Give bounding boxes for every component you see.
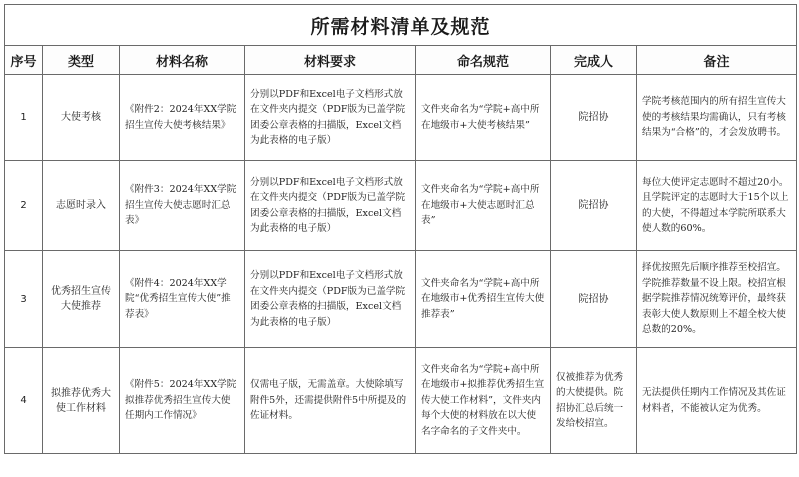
cell-owner: 仅被推荐为优秀的大使提供。院招协汇总后统一发给校招宣。 [551,348,637,454]
header-type: 类型 [43,46,120,75]
cell-index: 4 [5,348,43,454]
cell-material-name: 《附件3：2024年XX学院招生宣传大使志愿时汇总表》 [120,161,245,251]
cell-index: 1 [5,75,43,161]
cell-type: 大使考核 [43,75,120,161]
cell-naming: 文件夹命名为“学院+高中所在地级市+大使志愿时汇总表” [416,161,551,251]
cell-requirement: 分别以PDF和Excel电子文档形式放在文件夹内提交（PDF版为已盖学院团委公章表格的扫描版，Excel文档为此表格的电子版） [245,161,416,251]
cell-note: 择优按照先后顺序推荐至校招宣。学院推荐数量不设上限。校招宣根据学院推荐情况统筹评价，最终获表彰大使人数原则上不超全校大使总数的20%。 [637,251,797,348]
cell-type: 志愿时录入 [43,161,120,251]
table-row [5,161,797,251]
cell-naming: 文件夹命名为“学院+高中所在地级市+拟推荐优秀招生宣传大使工作材料”，文件夹内每个大使的材料放在以大使名字命名的子文件夹中。 [416,348,551,454]
table-row [5,251,797,348]
cell-type: 优秀招生宣传大使推荐 [43,251,120,348]
cell-note: 每位大使评定志愿时不超过20小。且学院评定的志愿时大于15个以上的大使，不得超过本学院所联系大使人数的60%。 [637,161,797,251]
header-material-name: 材料名称 [120,46,245,75]
header-naming: 命名规范 [416,46,551,75]
table-title: 所需材料清单及规范 [5,5,797,46]
table-row [5,348,797,454]
cell-index: 2 [5,161,43,251]
cell-owner: 院招协 [551,75,637,161]
cell-owner: 院招协 [551,161,637,251]
header-note: 备注 [637,46,797,75]
cell-requirement: 分别以PDF和Excel电子文档形式放在文件夹内提交（PDF版为已盖学院团委公章表格的扫描版，Excel文档为此表格的电子版） [245,251,416,348]
header-requirement: 材料要求 [245,46,416,75]
cell-index: 3 [5,251,43,348]
cell-owner: 院招协 [551,251,637,348]
cell-note: 学院考核范围内的所有招生宣传大使的考核结果均需确认，只有考核结果为“合格”的，才会发放聘书。 [637,75,797,161]
cell-material-name: 《附件5：2024年XX学院拟推荐优秀招生宣传大使任期内工作情况》 [120,348,245,454]
cell-requirement: 分别以PDF和Excel电子文档形式放在文件夹内提交（PDF版为已盖学院团委公章表格的扫描版，Excel文档为此表格的电子版） [245,75,416,161]
cell-type: 拟推荐优秀大使工作材料 [43,348,120,454]
materials-sheet [4,4,796,454]
header-row [5,46,797,75]
header-owner: 完成人 [551,46,637,75]
cell-note: 无法提供任期内工作情况及其佐证材料者，不能被认定为优秀。 [637,348,797,454]
table-row [5,75,797,161]
cell-material-name: 《附件2：2024年XX学院招生宣传大使考核结果》 [120,75,245,161]
header-index: 序号 [5,46,43,75]
cell-naming: 文件夹命名为“学院+高中所在地级市+优秀招生宣传大使推荐表” [416,251,551,348]
materials-table [4,4,797,454]
cell-material-name: 《附件4：2024年XX学院“优秀招生宣传大使”推荐表》 [120,251,245,348]
cell-requirement: 仅需电子版，无需盖章。大使除填写附件5外，还需提供附件5中所提及的佐证材料。 [245,348,416,454]
cell-naming: 文件夹命名为“学院+高中所在地级市+大使考核结果” [416,75,551,161]
